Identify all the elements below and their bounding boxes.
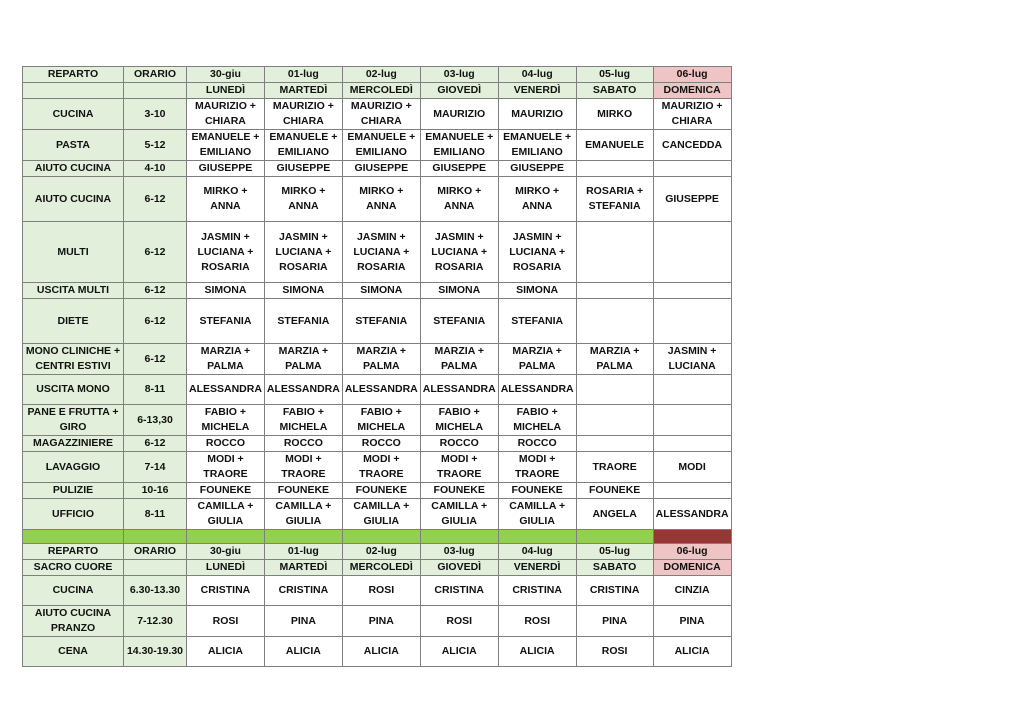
shift-cell: FABIO + MICHELA	[264, 405, 342, 436]
shift-cell: PINA	[653, 606, 731, 637]
shift-cell	[576, 405, 653, 436]
shift-cell	[576, 299, 653, 344]
reparto-header: REPARTO	[23, 67, 124, 83]
shift-cell: JASMIN + LUCIANA	[653, 344, 731, 375]
shift-cell: ALICIA	[420, 637, 498, 667]
reparto-cell: MULTI	[23, 222, 124, 283]
shift-cell: MAURIZIO	[420, 99, 498, 130]
shift-cell: MARZIA + PALMA	[576, 344, 653, 375]
shift-cell: FOUNEKE	[342, 483, 420, 499]
shift-cell: SIMONA	[264, 283, 342, 299]
shift-cell: MIRKO + ANNA	[498, 177, 576, 222]
shift-cell: FABIO + MICHELA	[420, 405, 498, 436]
shift-cell: ANGELA	[576, 499, 653, 530]
reparto-header: REPARTO	[23, 544, 124, 560]
shift-cell: PINA	[576, 606, 653, 637]
shift-cell: GIUSEPPE	[264, 161, 342, 177]
shift-cell: CRISTINA	[187, 576, 265, 606]
schedule-row	[23, 161, 732, 177]
reparto-cell: MAGAZZINIERE	[23, 436, 124, 452]
date-header: 02-lug	[342, 67, 420, 83]
reparto-cell: MONO CLINICHE + CENTRI ESTIVI	[23, 344, 124, 375]
orario-cell: 6-12	[124, 436, 187, 452]
shift-cell: MODI + TRAORE	[264, 452, 342, 483]
orario-cell: 6-12	[124, 283, 187, 299]
day-header: LUNEDÌ	[187, 560, 265, 576]
shift-cell: ROCCO	[187, 436, 265, 452]
schedule-row	[23, 452, 732, 483]
shift-cell	[653, 436, 731, 452]
schedule-row	[23, 299, 732, 344]
day-header: VENERDÌ	[498, 83, 576, 99]
shift-cell	[653, 375, 731, 405]
orario-cell: 6-13,30	[124, 405, 187, 436]
shift-cell: SIMONA	[498, 283, 576, 299]
date-header: 01-lug	[264, 67, 342, 83]
shift-cell: MAURIZIO	[498, 99, 576, 130]
shift-cell: FOUNEKE	[420, 483, 498, 499]
shift-cell: MAURIZIO + CHIARA	[187, 99, 265, 130]
shift-cell: MARZIA + PALMA	[264, 344, 342, 375]
shift-cell: STEFANIA	[264, 299, 342, 344]
reparto-cell: CENA	[23, 637, 124, 667]
shift-cell: EMANUELE + EMILIANO	[342, 130, 420, 161]
shift-cell: EMANUELE + EMILIANO	[498, 130, 576, 161]
shift-cell	[653, 299, 731, 344]
schedule-row	[23, 99, 732, 130]
shift-cell: FABIO + MICHELA	[187, 405, 265, 436]
days-header-row	[23, 560, 732, 576]
dates-header-row	[23, 544, 732, 560]
shift-cell: ALICIA	[498, 637, 576, 667]
separator-cell	[498, 530, 576, 544]
schedule-row	[23, 637, 732, 667]
shift-cell: MODI + TRAORE	[187, 452, 265, 483]
reparto-cell: PANE E FRUTTA + GIRO	[23, 405, 124, 436]
date-header: 05-lug	[576, 67, 653, 83]
reparto-cell: USCITA MULTI	[23, 283, 124, 299]
shift-cell: CAMILLA + GIULIA	[264, 499, 342, 530]
shift-cell: MIRKO + ANNA	[187, 177, 265, 222]
shift-cell: ALESSANDRA	[420, 375, 498, 405]
date-header-sunday: 06-lug	[653, 67, 731, 83]
date-header: 03-lug	[420, 544, 498, 560]
shift-cell: ROSARIA + STEFANIA	[576, 177, 653, 222]
orario-cell: 8-11	[124, 499, 187, 530]
shift-cell: ALESSANDRA	[342, 375, 420, 405]
shift-cell: MIRKO + ANNA	[342, 177, 420, 222]
shift-cell: MIRKO + ANNA	[420, 177, 498, 222]
day-header-sunday: DOMENICA	[653, 83, 731, 99]
schedule-row	[23, 483, 732, 499]
shift-cell: MAURIZIO + CHIARA	[342, 99, 420, 130]
schedule-row	[23, 499, 732, 530]
shift-cell: FABIO + MICHELA	[342, 405, 420, 436]
shift-cell: SIMONA	[187, 283, 265, 299]
date-header: 30-giu	[187, 67, 265, 83]
shift-cell: MIRKO + ANNA	[264, 177, 342, 222]
orario-header: ORARIO	[124, 67, 187, 83]
separator-cell	[264, 530, 342, 544]
date-header-sunday: 06-lug	[653, 544, 731, 560]
shift-cell: FOUNEKE	[498, 483, 576, 499]
shift-cell: GIUSEPPE	[498, 161, 576, 177]
shift-cell: MARZIA + PALMA	[342, 344, 420, 375]
shift-cell: FOUNEKE	[187, 483, 265, 499]
shift-cell	[653, 405, 731, 436]
shift-cell: ALICIA	[342, 637, 420, 667]
shift-cell: ALICIA	[653, 637, 731, 667]
shift-cell: ROSI	[420, 606, 498, 637]
day-header: GIOVEDÌ	[420, 83, 498, 99]
shift-cell: ROSI	[187, 606, 265, 637]
shift-cell: CAMILLA + GIULIA	[187, 499, 265, 530]
schedule-row	[23, 130, 732, 161]
shift-cell: MIRKO	[576, 99, 653, 130]
separator-cell	[420, 530, 498, 544]
shift-cell: STEFANIA	[498, 299, 576, 344]
separator-cell	[653, 530, 731, 544]
shift-cell	[653, 161, 731, 177]
schedule-row	[23, 606, 732, 637]
shift-cell: STEFANIA	[187, 299, 265, 344]
shift-cell: MODI	[653, 452, 731, 483]
reparto-cell: AIUTO CUCINA PRANZO	[23, 606, 124, 637]
day-header: MERCOLEDÌ	[342, 83, 420, 99]
shift-cell: ALICIA	[264, 637, 342, 667]
shift-cell: JASMIN + LUCIANA + ROSARIA	[342, 222, 420, 283]
date-header: 05-lug	[576, 544, 653, 560]
reparto-cell: AIUTO CUCINA	[23, 177, 124, 222]
shift-cell: SIMONA	[420, 283, 498, 299]
shift-cell: GIUSEPPE	[420, 161, 498, 177]
blank-header-cell	[124, 560, 187, 576]
shift-cell: PINA	[342, 606, 420, 637]
separator-cell	[342, 530, 420, 544]
date-header: 30-giu	[187, 544, 265, 560]
orario-cell: 6-12	[124, 344, 187, 375]
shift-cell	[576, 375, 653, 405]
shift-cell: GIUSEPPE	[187, 161, 265, 177]
blank-header-cell	[23, 83, 124, 99]
orario-cell: 6-12	[124, 222, 187, 283]
shift-cell: EMANUELE + EMILIANO	[420, 130, 498, 161]
reparto-cell: USCITA MONO	[23, 375, 124, 405]
orario-cell: 10-16	[124, 483, 187, 499]
blank-header-cell	[124, 83, 187, 99]
shift-cell: CRISTINA	[576, 576, 653, 606]
shift-cell: FOUNEKE	[576, 483, 653, 499]
day-header: MARTEDÌ	[264, 560, 342, 576]
shift-cell: STEFANIA	[342, 299, 420, 344]
date-header: 03-lug	[420, 67, 498, 83]
schedule-row	[23, 283, 732, 299]
shift-cell: MAURIZIO + CHIARA	[653, 99, 731, 130]
shift-cell: JASMIN + LUCIANA + ROSARIA	[498, 222, 576, 283]
shift-cell: CAMILLA + GIULIA	[420, 499, 498, 530]
shift-cell: EMANUELE + EMILIANO	[264, 130, 342, 161]
shift-cell: ALESSANDRA	[187, 375, 265, 405]
shift-cell: EMANUELE	[576, 130, 653, 161]
schedule-row	[23, 576, 732, 606]
shift-cell: CRISTINA	[420, 576, 498, 606]
shift-cell: CAMILLA + GIULIA	[342, 499, 420, 530]
orario-cell: 14.30-19.30	[124, 637, 187, 667]
shift-cell: ALICIA	[187, 637, 265, 667]
shift-cell: MAURIZIO + CHIARA	[264, 99, 342, 130]
shift-cell: MARZIA + PALMA	[420, 344, 498, 375]
shift-cell: STEFANIA	[420, 299, 498, 344]
shift-cell	[653, 283, 731, 299]
section-separator	[23, 530, 732, 544]
orario-cell: 8-11	[124, 375, 187, 405]
shift-cell	[653, 222, 731, 283]
shift-cell	[653, 483, 731, 499]
schedule-row	[23, 177, 732, 222]
schedule-row	[23, 375, 732, 405]
shift-cell: FABIO + MICHELA	[498, 405, 576, 436]
schedule-row	[23, 344, 732, 375]
shift-cell: ALESSANDRA	[264, 375, 342, 405]
shift-cell: FOUNEKE	[264, 483, 342, 499]
shift-cell: MODI + TRAORE	[342, 452, 420, 483]
reparto-cell: UFFICIO	[23, 499, 124, 530]
date-header: 01-lug	[264, 544, 342, 560]
shift-cell: ALESSANDRA	[498, 375, 576, 405]
shift-cell: JASMIN + LUCIANA + ROSARIA	[264, 222, 342, 283]
day-header: GIOVEDÌ	[420, 560, 498, 576]
shift-cell: CANCEDDA	[653, 130, 731, 161]
reparto-cell: PULIZIE	[23, 483, 124, 499]
day-header: SABATO	[576, 560, 653, 576]
date-header: 04-lug	[498, 67, 576, 83]
orario-cell: 5-12	[124, 130, 187, 161]
orario-cell: 6-12	[124, 299, 187, 344]
shift-cell: MODI + TRAORE	[420, 452, 498, 483]
reparto-cell: LAVAGGIO	[23, 452, 124, 483]
shift-cell: ROCCO	[264, 436, 342, 452]
shift-cell: MARZIA + PALMA	[187, 344, 265, 375]
shift-cell: SIMONA	[342, 283, 420, 299]
reparto-cell: CUCINA	[23, 576, 124, 606]
shift-cell: ROSI	[498, 606, 576, 637]
shift-cell: ROCCO	[498, 436, 576, 452]
shift-cell: ROSI	[342, 576, 420, 606]
shift-cell: PINA	[264, 606, 342, 637]
day-header: VENERDÌ	[498, 560, 576, 576]
schedule-row	[23, 222, 732, 283]
shift-cell: EMANUELE + EMILIANO	[187, 130, 265, 161]
shift-cell: JASMIN + LUCIANA + ROSARIA	[187, 222, 265, 283]
days-header-row	[23, 83, 732, 99]
shift-cell	[576, 283, 653, 299]
date-header: 04-lug	[498, 544, 576, 560]
shift-cell	[576, 436, 653, 452]
shift-cell: CRISTINA	[498, 576, 576, 606]
shift-cell: GIUSEPPE	[653, 177, 731, 222]
reparto-cell: DIETE	[23, 299, 124, 344]
orario-header: ORARIO	[124, 544, 187, 560]
turni-table	[22, 66, 732, 667]
dates-header-row	[23, 67, 732, 83]
shift-cell: GIUSEPPE	[342, 161, 420, 177]
shift-cell: CINZIA	[653, 576, 731, 606]
orario-cell: 7-12.30	[124, 606, 187, 637]
shift-cell: JASMIN + LUCIANA + ROSARIA	[420, 222, 498, 283]
shift-cell: TRAORE	[576, 452, 653, 483]
reparto-cell: PASTA	[23, 130, 124, 161]
day-header: MERCOLEDÌ	[342, 560, 420, 576]
day-header: LUNEDÌ	[187, 83, 265, 99]
shift-cell	[576, 161, 653, 177]
shift-cell: ALESSANDRA	[653, 499, 731, 530]
shift-cell: ROCCO	[420, 436, 498, 452]
reparto-cell: AIUTO CUCINA	[23, 161, 124, 177]
orario-cell: 7-14	[124, 452, 187, 483]
orario-cell: 3-10	[124, 99, 187, 130]
orario-cell: 6-12	[124, 177, 187, 222]
shift-cell: MARZIA + PALMA	[498, 344, 576, 375]
shift-cell: CRISTINA	[264, 576, 342, 606]
day-header: SABATO	[576, 83, 653, 99]
separator-cell	[124, 530, 187, 544]
sede-header: SACRO CUORE	[23, 560, 124, 576]
schedule-row	[23, 436, 732, 452]
shift-cell: ROSI	[576, 637, 653, 667]
shift-cell: ROCCO	[342, 436, 420, 452]
day-header: MARTEDÌ	[264, 83, 342, 99]
orario-cell: 4-10	[124, 161, 187, 177]
day-header-sunday: DOMENICA	[653, 560, 731, 576]
date-header: 02-lug	[342, 544, 420, 560]
separator-cell	[187, 530, 265, 544]
schedule-row	[23, 405, 732, 436]
separator-cell	[576, 530, 653, 544]
shift-cell	[576, 222, 653, 283]
reparto-cell: CUCINA	[23, 99, 124, 130]
separator-cell	[23, 530, 124, 544]
shift-cell: CAMILLA + GIULIA	[498, 499, 576, 530]
orario-cell: 6.30-13.30	[124, 576, 187, 606]
shift-cell: MODI + TRAORE	[498, 452, 576, 483]
